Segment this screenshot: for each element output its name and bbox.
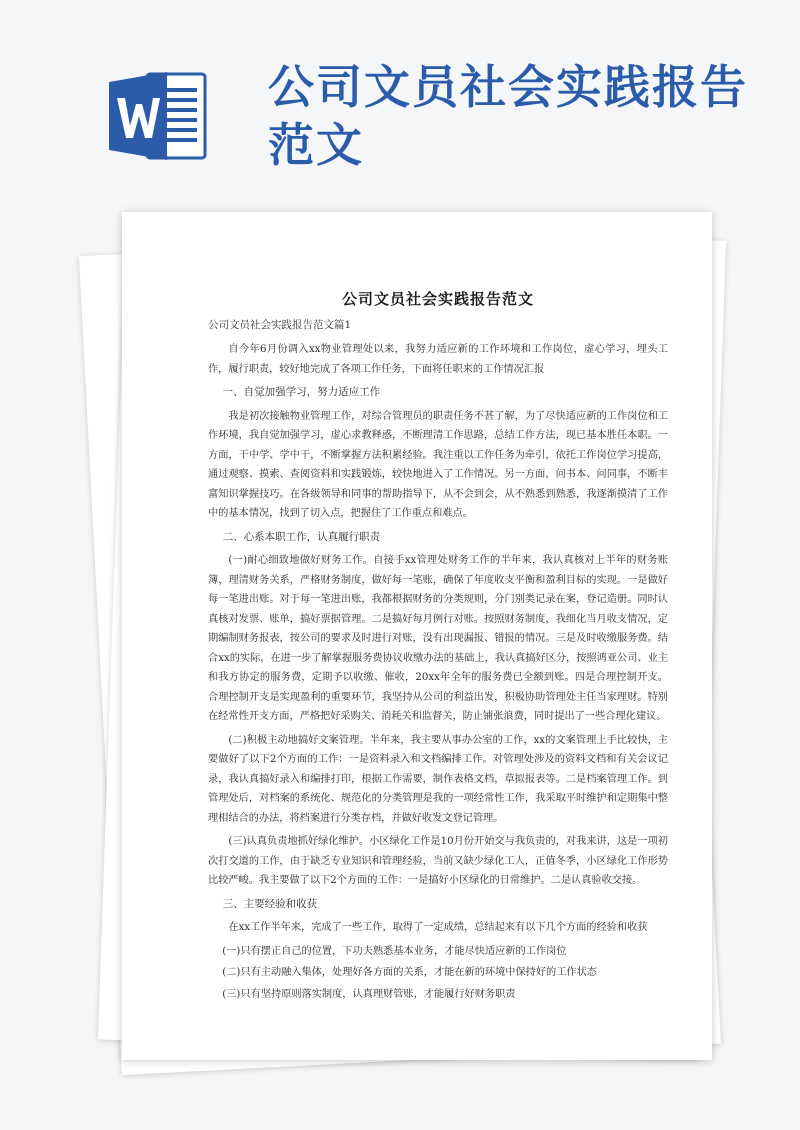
section-paragraph: 在xx工作半年来，完成了一些工作，取得了一定成绩，总结起来有以下几个方面的经验和收获	[228, 922, 648, 933]
list-item: (三)只有坚持原则落实制度，认真理财管账，才能履行好财务职责	[222, 988, 516, 1000]
intro-paragraph: 自今年6月份调入xx物业管理处以来，我努力适应新的工作环境和工作岗位，虚心学习，埋头工作，履行职责，较好地完成了各项工作任务，下面将任职来的工作情况汇报	[208, 344, 668, 375]
word-document-icon	[105, 68, 211, 164]
section-heading: 一、自觉加强学习，努力适应工作	[222, 386, 381, 398]
section-paragraph: (三)认真负责地抓好绿化维护。小区绿化工作是10月份开始交与我负责的，对我来讲，这是一项初次打交道的工作，由于缺乏专业知识和管理经验，当前又缺少绿化工人，正值冬季，小区绿化工作形势比较严峻。我主要做了以下2个方面的工作：一是搞好小区绿化的日常维护。二是认真验收交接。	[208, 836, 668, 886]
section-heading: 三、主要经验和收获	[222, 897, 318, 910]
list-item: (一)只有摆正自己的位置，下功夫熟悉基本业务，才能尽快适应新的工作岗位	[222, 945, 567, 957]
section-paragraph: (二)积极主动地搞好文案管理。半年来，我主要从事办公室的工作，xx的文案管理上手比较快，主要做好了以下2个方面的工作：一是资料录入和文档编排工作。对管理处涉及的资料文档和有关会议记录，我认真搞好录入和编排打印，根据工作需要，制作表格文档，草拟报表等。二是档案管理工作。到管理处后，对档案的系统化、规范化的分类管理是我的一项经常性工作，我采取平时维护和定期集中整理相结合的办法，将档案进行分类存档，并做好收发文登记管理。	[208, 734, 668, 824]
header	[0, 0, 800, 200]
page-title: 公司文员社会实践报告范文	[268, 60, 748, 172]
document-title: 公司文员社会实践报告范文	[341, 290, 534, 308]
document-subtitle: 公司文员社会实践报告范文篇1	[208, 319, 352, 331]
document-page	[122, 212, 712, 1060]
list-item: (二)只有主动融入集体，处理好各方面的关系，才能在新的环境中保持好的工作状态	[222, 967, 597, 978]
section-heading: 二、心系本职工作，认真履行职责	[222, 530, 381, 543]
section-paragraph: 我是初次接触物业管理工作，对综合管理员的职责任务不甚了解，为了尽快适应新的工作岗位和工作环境，我自觉加强学习，虚心求教释惑，不断理清工作思路，总结工作方法，现已基本胜任本职。一方面，干中学、学中干，不断掌握方法积累经验。我注重以工作任务为牵引，依托工作岗位学习提高，通过观察、摸索、查阅资料和实践锻炼，较快地进入了工作情况。另一方面，问书本、问同事，不断丰富知识掌握技巧。在各级领导和同事的帮助指导下，从不会到会，从不熟悉到熟悉，我逐渐摸清了工作中的基本情况，找到了切入点，把握住了工作重点和难点。	[208, 410, 668, 519]
section-paragraph: (一)耐心细致地做好财务工作。自接手xx管理处财务工作的半年来，我认真核对上半年的财务账簿，理清财务关系，严格财务制度，做好每一笔账，确保了年度收支平衡和盈利目标的实现。一是做好每一笔进出账。对于每一笔进出账，我都根据财务的分类规则，分门别类记录在案，登记造册。同时认真核对发票、账单，搞好票据管理。二是搞好每月例行对账。按照财务制度，我细化当月收支情况，定期编制财务报表，按公司的要求及时进行对账，没有出现漏报、错报的情况。三是及时收缴服务费。结合xx的实际，在进一步了解掌握服务费协议收缴办法的基础上，我认真搞好区分，按照鸿亚公司、业主和我方协定的服务费，定期予以收缴、催收，20xx年全年的服务费已全额到账。四是合理控制开支。合理控制开支是实现盈利的重要环节，我坚持从公司的利益出发，积极协助管理处主任当家理财。特别在经常性开支方面，严格把好采购关、消耗关和监督关，防止铺张浪费，同时提出了一些合理化建议。	[208, 555, 668, 722]
